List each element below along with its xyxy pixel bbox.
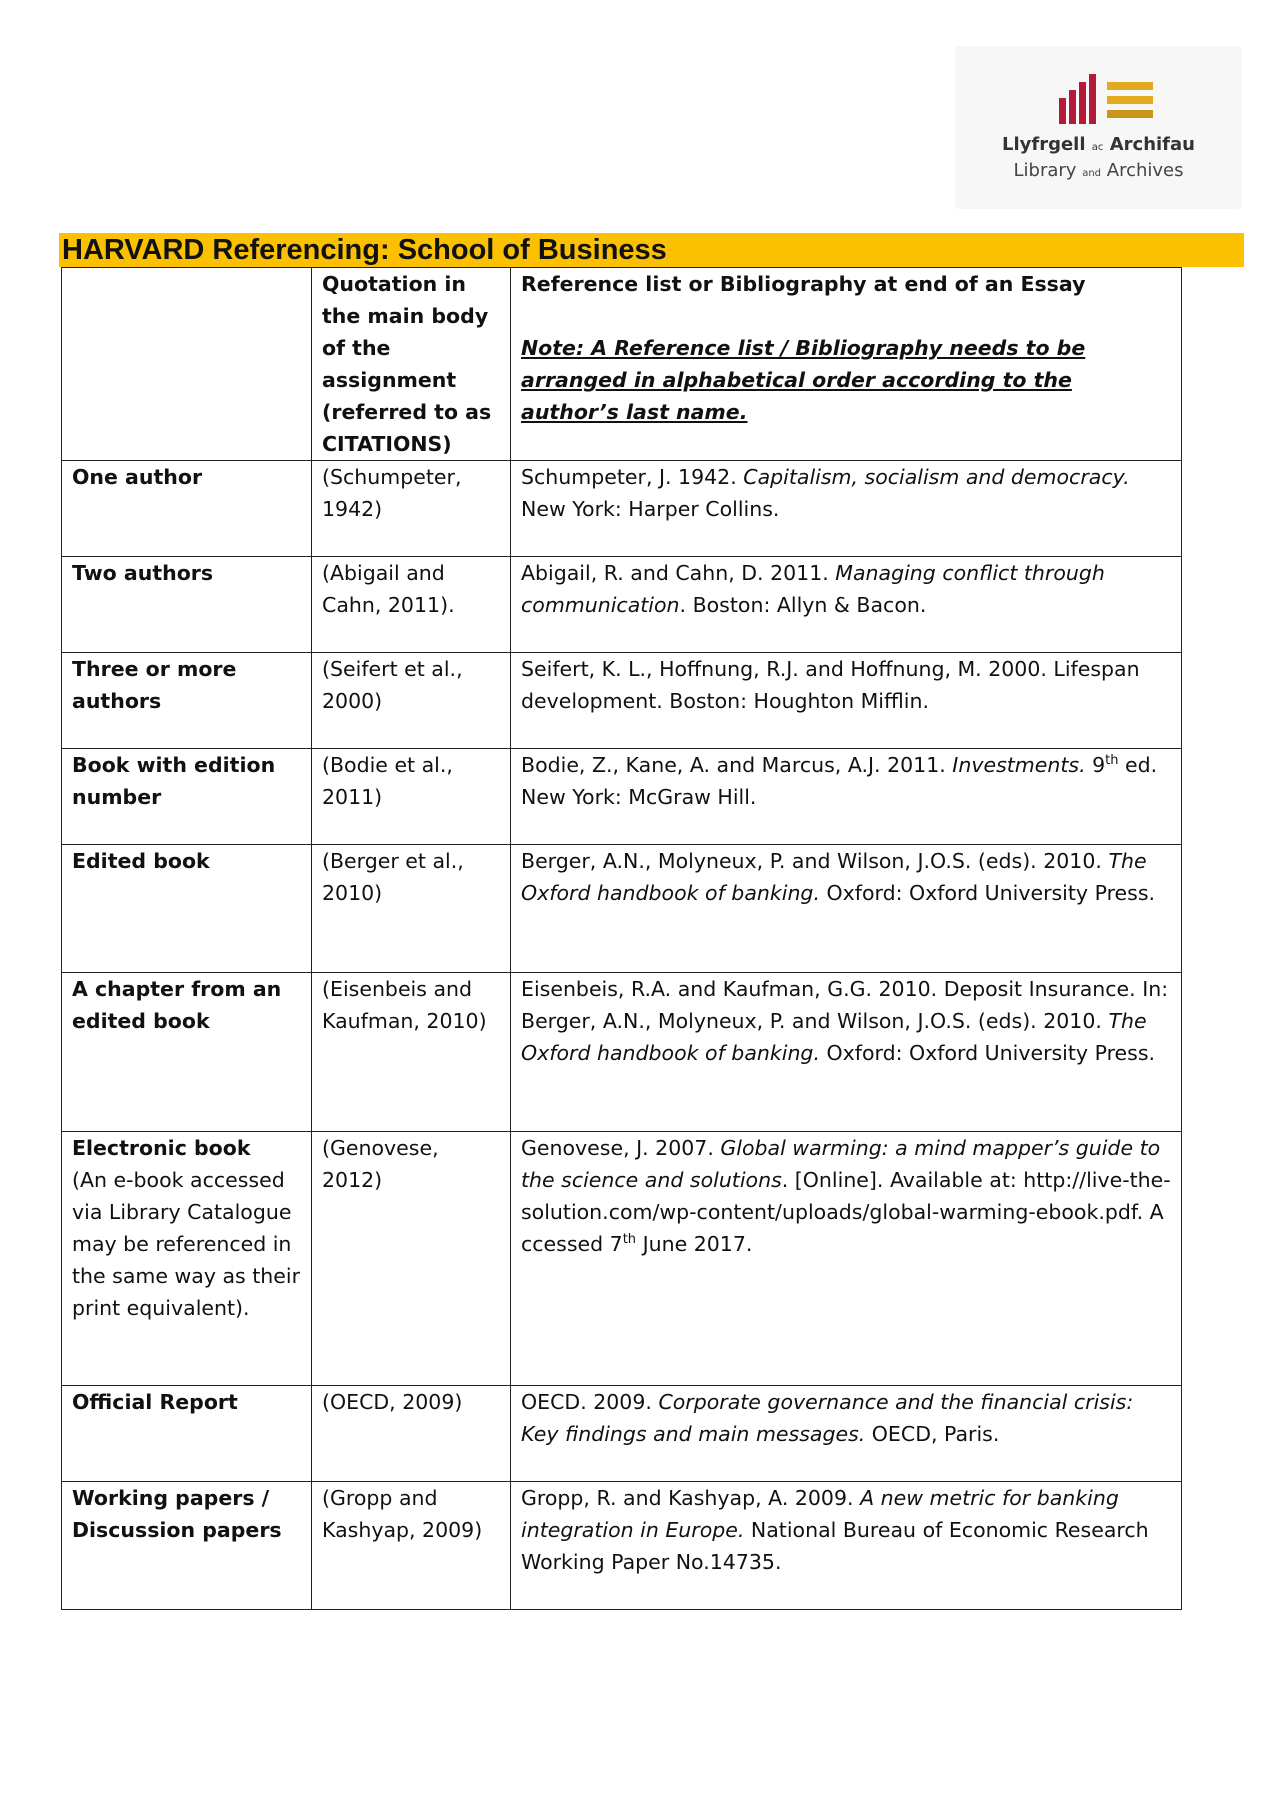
row-type: Two authors xyxy=(62,557,312,653)
header-reference: Reference list or Bibliography at end of an Essay xyxy=(521,272,1086,296)
table-row xyxy=(62,1386,1182,1482)
row-citation: (Bodie et al., 2011) xyxy=(312,749,511,845)
row-reference: Gropp, R. and Kashyap, A. 2009. A new metric for banking integration in Europe. National Bureau of Economic Research Working Paper No.14735. xyxy=(511,1482,1182,1610)
row-citation: (Berger et al., 2010) xyxy=(312,845,511,973)
table-row xyxy=(62,1132,1182,1386)
row-type: Three or more authors xyxy=(62,653,312,749)
row-reference: Bodie, Z., Kane, A. and Marcus, A.J. 2011. Investments. 9th ed. New York: McGraw Hill. xyxy=(511,749,1182,845)
header-reference-cell xyxy=(511,268,1182,461)
table-row xyxy=(62,653,1182,749)
library-logo xyxy=(955,46,1242,209)
header-empty-cell xyxy=(62,268,312,461)
row-citation: (Genovese, 2012) xyxy=(312,1132,511,1386)
row-reference: Genovese, J. 2007. Global warming: a mind mapper’s guide to the science and solutions. [Online]. Available at: http://live-the-solution.com/wp-content/uploads/global-warming-ebook.pdf. Accessed 7th June 2017. xyxy=(511,1132,1182,1386)
page-title: HARVARD Referencing: School of Business xyxy=(62,234,667,266)
row-reference: OECD. 2009. Corporate governance and the financial crisis: Key findings and main messages. OECD, Paris. xyxy=(511,1386,1182,1482)
row-reference: Eisenbeis, R.A. and Kaufman, G.G. 2010. Deposit Insurance. In: Berger, A.N., Molyneux, P. and Wilson, J.O.S. (eds). 2010. The Oxford handbook of banking. Oxford: Oxford University Press. xyxy=(511,973,1182,1132)
reference-table xyxy=(61,267,1182,1610)
header-note: Note: A Reference list / Bibliography needs to be arranged in alphabetical order according to the author’s last name. xyxy=(521,336,1086,424)
row-type: A chapter from an edited book xyxy=(62,973,312,1132)
table-row xyxy=(62,557,1182,653)
row-type: Official Report xyxy=(62,1386,312,1482)
row-reference: Schumpeter, J. 1942. Capitalism, socialism and democracy. New York: Harper Collins. xyxy=(511,461,1182,557)
row-type: One author xyxy=(62,461,312,557)
table-row xyxy=(62,461,1182,557)
table-row xyxy=(62,973,1182,1132)
row-reference: Berger, A.N., Molyneux, P. and Wilson, J.O.S. (eds). 2010. The Oxford handbook of banking. Oxford: Oxford University Press. xyxy=(511,845,1182,973)
logo-text-welsh: Llyfrgell ac Archifau xyxy=(1002,134,1195,155)
row-citation: (Schumpeter, 1942) xyxy=(312,461,511,557)
row-type: Electronic book xyxy=(72,1136,251,1160)
row-type: Book with edition number xyxy=(62,749,312,845)
row-reference: Abigail, R. and Cahn, D. 2011. Managing conflict through communication. Boston: Allyn & Bacon. xyxy=(511,557,1182,653)
row-type: Working papers / Discussion papers xyxy=(62,1482,312,1610)
row-citation: (Gropp and Kashyap, 2009) xyxy=(312,1482,511,1610)
logo-mark-icon xyxy=(1059,74,1149,124)
table-row xyxy=(62,749,1182,845)
row-citation: (Abigail and Cahn, 2011). xyxy=(312,557,511,653)
row-type-cell xyxy=(62,1132,312,1386)
row-citation: (Seifert et al., 2000) xyxy=(312,653,511,749)
table-header-row xyxy=(62,268,1182,461)
row-reference: Seifert, K. L., Hoffnung, R.J. and Hoffnung, M. 2000. Lifespan development. Boston: Houghton Mifflin. xyxy=(511,653,1182,749)
logo-text-english: Library and Archives xyxy=(1013,160,1184,181)
table-row xyxy=(62,1482,1182,1610)
row-citation: (Eisenbeis and Kaufman, 2010) xyxy=(312,973,511,1132)
table-row xyxy=(62,845,1182,973)
header-citation: Quotation in the main body of the assignment (referred to as CITATIONS) xyxy=(312,268,511,461)
title-banner xyxy=(59,233,1244,267)
row-type: Edited book xyxy=(62,845,312,973)
row-type-detail: (An e-book accessed via Library Catalogue may be referenced in the same way as their print equivalent). xyxy=(72,1168,301,1320)
row-citation: (OECD, 2009) xyxy=(312,1386,511,1482)
